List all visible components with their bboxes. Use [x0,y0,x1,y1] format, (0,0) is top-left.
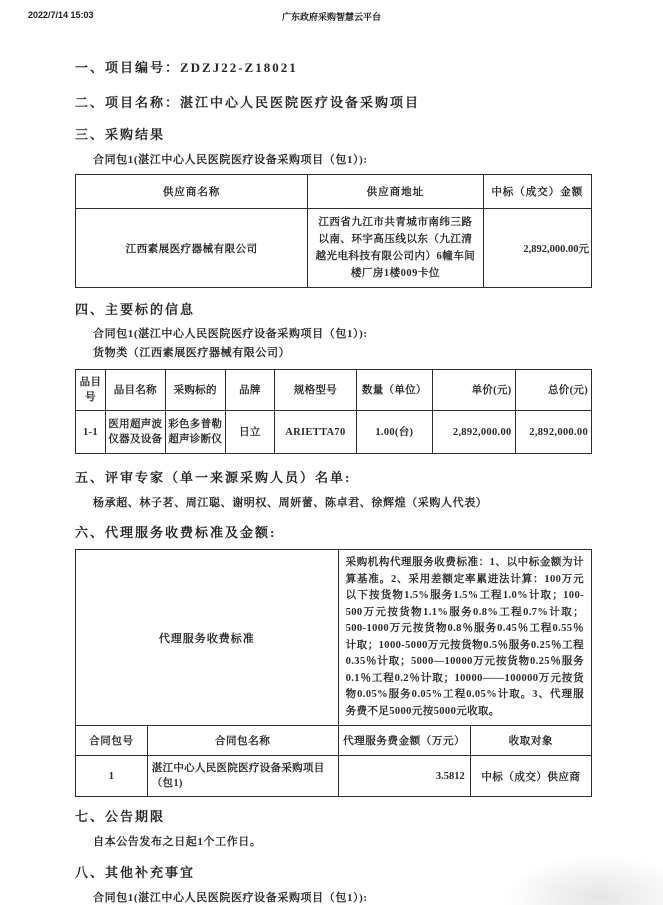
column-header-quantity: 数量（单位） [356,370,432,411]
print-datetime: 2022/7/14 15:03 [28,10,94,20]
section-heading-notice-period: 七、公告期限 [75,809,166,824]
section-heading-other: 八、其他补充事宜 [75,865,196,880]
items-table-row [76,411,592,454]
print-header [0,0,663,23]
fee-standard-label-cell: 代理服务收费标准 [76,550,339,726]
brand-cell: 日立 [225,411,275,454]
result-package-line: 合同包1(湛江中心人民医院医疗设备采购项目（包1）): [93,154,368,166]
section-heading-agency-fee: 六、代理服务收费标准及金额: [75,525,277,540]
main-info-category-line: 货物类（江西素展医疗器械有限公司） [93,347,291,359]
main-info-package-line: 合同包1(湛江中心人民医院医疗设备采购项目（包1）): [93,328,368,340]
column-header-fee-amount: 代理服务费金额（万元） [338,726,470,756]
supplier-result-table [75,174,592,288]
supplier-address-cell: 江西省九江市共青城市南纬三路以南、环宇高压线以东（九江清越光电科技有限公司内）6幢车间楼厂房1楼009卡位 [308,209,483,288]
total-price-cell: 2,892,000.00 [515,411,591,454]
section-heading-main-info: 四、主要标的信息 [75,302,196,317]
item-no-cell: 1-1 [76,411,106,454]
section-heading-experts: 五、评审专家（单一来源采购人员）名单: [75,470,352,485]
column-header-package-no: 合同包号 [76,726,148,756]
fee-standard-row [76,550,592,726]
subject-cell: 彩色多普勒超声诊断仪 [165,411,225,454]
payer-cell: 中标（成交）供应商 [470,756,591,797]
column-header-package-name: 合同包名称 [147,726,338,756]
quantity-cell: 1.00(台) [356,411,432,454]
fee-amount-cell: 3.5812 [338,756,470,797]
supplier-table-row [76,209,592,288]
column-header-payer: 收取对象 [470,726,591,756]
package-name-cell: 湛江中心人民医院医疗设备采购项目（包1) [147,756,338,797]
agency-fee-table [75,549,592,797]
column-header-total-price: 总价(元) [515,370,591,411]
supplier-table-header-row [76,175,592,209]
fee-standard-text-cell: 采购机构代理服务收费标准：1、以中标金额为计算基准。2、采用差额定率累进法计算：100万元以下按货物1.5%服务1.5%工程1.0%计取；100-500万元按货物1.1%服务0.8%工程0.7%计取；500-1000万元按货物0.8％服务0.45％工程0.55％计取；1000-5000万元按货物0.5％服务0.25％工程0.35％计取；5000—10000万元按货物0.25％服务0.1％工程0.2％计取；10000——100000万元按货物0.05%服务0.05%工程0.05%计取。3、代理服务费不足5000元按5000元收取。 [338,550,591,726]
fee-table-row [76,756,592,797]
site-title: 广东政府采购智慧云平台 [281,12,381,22]
section-heading-result: 三、采购结果 [75,127,166,142]
item-name-cell: 医用超声波仪器及设备 [105,411,165,454]
supplier-name-cell: 江西素展医疗器械有限公司 [76,209,308,288]
items-table [75,369,592,454]
column-header-item-no: 品目号 [76,370,106,411]
column-header-subject: 采购标的 [165,370,225,411]
column-header-supplier-name: 供应商名称 [76,175,308,209]
section-heading-project-name: 二、项目名称：湛江中心人民医院医疗设备采购项目 [75,95,421,110]
other-package-line: 合同包1(湛江中心人民医院医疗设备采购项目（包1）): [93,892,368,904]
column-header-brand: 品牌 [225,370,275,411]
items-table-header-row [76,370,592,411]
model-cell: ARIETTA70 [275,411,357,454]
column-header-item-name: 品目名称 [105,370,165,411]
unit-price-cell: 2,892,000.00 [433,411,516,454]
column-header-model: 规格型号 [275,370,357,411]
document-body [0,23,663,905]
package-no-cell: 1 [76,756,148,797]
column-header-unit-price: 单价(元) [433,370,516,411]
column-header-supplier-address: 供应商地址 [308,175,483,209]
column-header-award-amount: 中标（成交）金额 [483,175,591,209]
fee-table-header-row [76,726,592,756]
experts-names-line: 杨承超、林子茗、周江聪、谢明权、周妍蕾、陈卓君、徐辉煌（采购人代表） [93,497,488,509]
award-amount-cell: 2,892,000.00元 [483,209,591,288]
notice-period-text: 自本公告发布之日起1个工作日。 [93,836,262,848]
section-heading-project-number: 一、项目编号：ZDZJ22-Z18021 [75,60,298,75]
